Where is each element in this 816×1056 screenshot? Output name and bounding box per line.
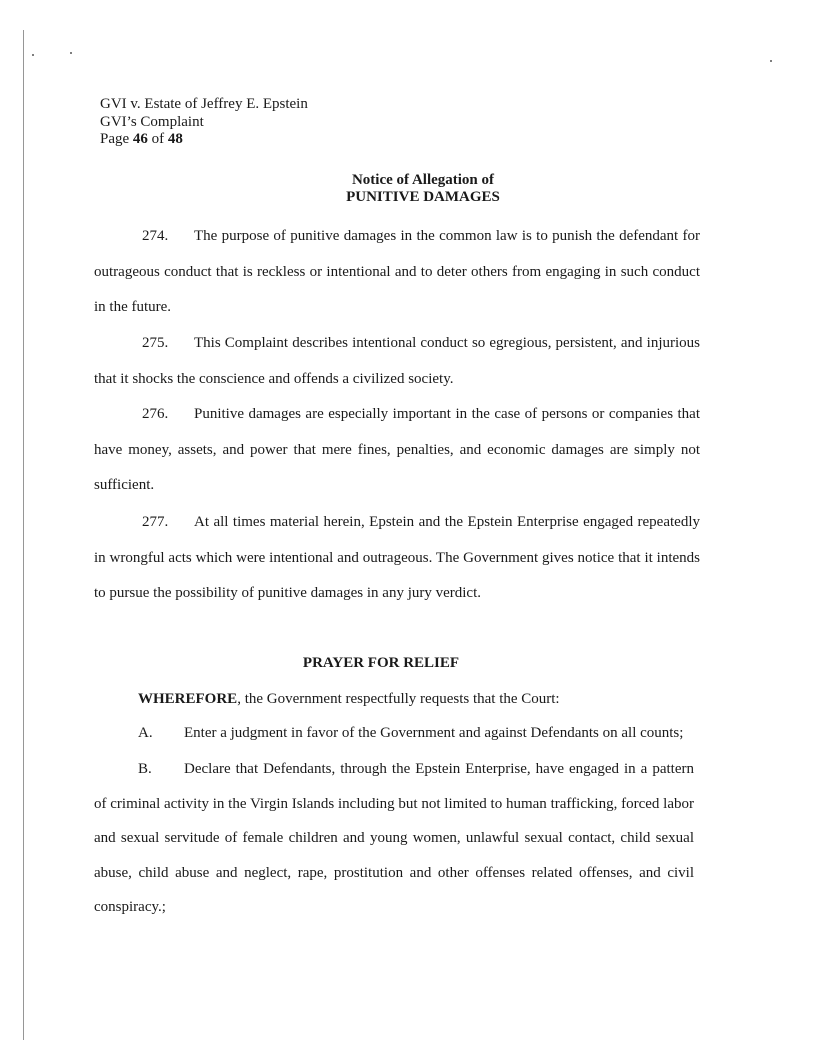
paragraph-number: 276. xyxy=(142,406,169,422)
relief-item-text: Declare that Defendants, through the Epstein Enterprise, have engaged in a pattern of criminal activity in the Virgin Islands including but not limited to human trafficking, forced labor and sexual servitude of female children and young women, unlawful sexual contact, child sexual abuse, child abuse and neglect, rape, prostitution and other offenses related offenses, and civil conspiracy.; xyxy=(94,761,694,915)
relief-item-text: Enter a judgment in favor of the Government and against Defendants on all counts; xyxy=(184,725,684,741)
relief-item-letter: B. xyxy=(138,761,152,777)
scan-speck xyxy=(770,60,772,62)
paragraph-text: Punitive damages are especially important in the case of persons or companies that have money, assets, and power that mere fines, penalties, and economic damages are simply not sufficient. xyxy=(94,406,700,493)
paragraph-276 xyxy=(94,397,700,504)
paragraph-number: 275. xyxy=(142,335,169,351)
page-number: 46 xyxy=(132,131,148,147)
relief-item-letter: A. xyxy=(138,725,153,741)
page-total: 48 xyxy=(167,131,183,147)
paragraph-text: The purpose of punitive damages in the common law is to punish the defendant for outrageous conduct that is reckless or intentional and to deter others from engaging in such conduct in the future. xyxy=(94,228,700,315)
relief-item-a xyxy=(138,725,700,742)
paragraph-275 xyxy=(94,326,700,397)
paragraph-277 xyxy=(94,505,700,612)
page-indicator xyxy=(100,131,308,149)
wherefore-label: WHEREFORE xyxy=(138,691,238,707)
page-prefix: Page xyxy=(100,131,130,147)
page-of: of xyxy=(151,131,165,147)
notice-title-line2: PUNITIVE DAMAGES xyxy=(346,189,500,205)
case-title: GVI v. Estate of Jeffrey E. Epstein xyxy=(100,96,308,112)
scan-speck xyxy=(70,52,72,54)
notice-title-line1: Notice of Allegation of xyxy=(351,172,495,188)
scan-speck xyxy=(32,54,34,56)
relief-item-b xyxy=(94,752,694,925)
document-name: GVI’s Complaint xyxy=(100,113,204,130)
prayer-section-title: PRAYER FOR RELIEF xyxy=(302,655,460,671)
wherefore-text: , the Government respectfully requests that the Court: xyxy=(237,691,560,707)
paragraph-text: This Complaint describes intentional conduct so egregious, persistent, and injurious that it shocks the conscience and offends a civilized society. xyxy=(94,335,700,387)
document-header xyxy=(100,96,308,149)
paragraph-number: 277. xyxy=(142,514,169,530)
paragraph-text: At all times material herein, Epstein and the Epstein Enterprise engaged repeatedly in wrongful acts which were intentional and outrageous. The Government gives notice that it intends to pursue the possibility of punitive damages in any jury verdict. xyxy=(94,514,700,601)
paragraph-274 xyxy=(94,219,700,326)
wherefore-clause xyxy=(138,691,560,708)
paragraph-number: 274. xyxy=(142,228,169,244)
notice-section-title xyxy=(0,172,816,206)
